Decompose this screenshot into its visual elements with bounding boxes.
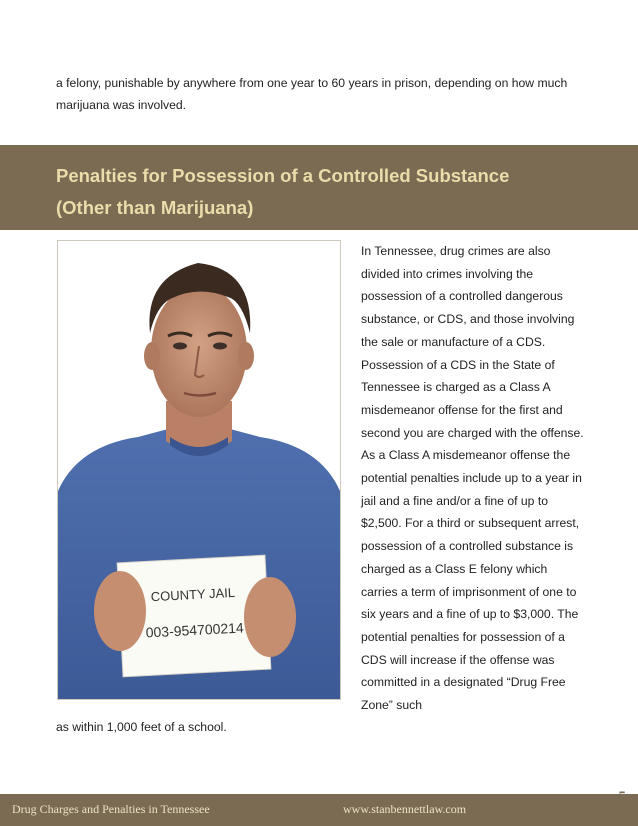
sign-line-1: COUNTY JAIL (150, 584, 236, 605)
footer-title: Drug Charges and Penalties in Tennessee (12, 802, 210, 816)
intro-paragraph: a felony, punishable by anywhere from one year to 60 years in prison, depending on how much marijuana was involved. (56, 76, 568, 112)
section-title-line1: Penalties for Possession of a Controlled Substance (56, 165, 510, 186)
body-paragraph: In Tennessee, drug crimes are also divided into crimes involving the possession of a controlled dangerous substance, or CDS, and those involving the sale or manufacture of a CDS. Possession of a CDS in the State of Tennessee is charged as a Class A misdemeanor offense for the first and second you are charged with the offense. As a Class A misdemeanor offense the potential penalties include up to a year in jail and a fine and/or a fine of up to $2,500. For a third or subsequent arrest, possession of a controlled substance is charged as a Class E felony which carries a term of imprisonment of one to six years and a fine of up to $3,000. The potential penalties for possession of a CDS will increase if the offense was committed in a designated “Drug Free Zone” such (361, 244, 584, 713)
mugshot-photo (57, 240, 341, 700)
footer-url: www.stanbennettlaw.com (343, 802, 467, 816)
section-title-line2: (Other than Marijuana) (56, 197, 254, 218)
sign-line-2: 003-954700214 (145, 619, 245, 641)
body-paragraph-tail: as within 1,000 feet of a school. (56, 720, 227, 734)
section-title (56, 160, 596, 224)
footer-bar (0, 794, 638, 826)
